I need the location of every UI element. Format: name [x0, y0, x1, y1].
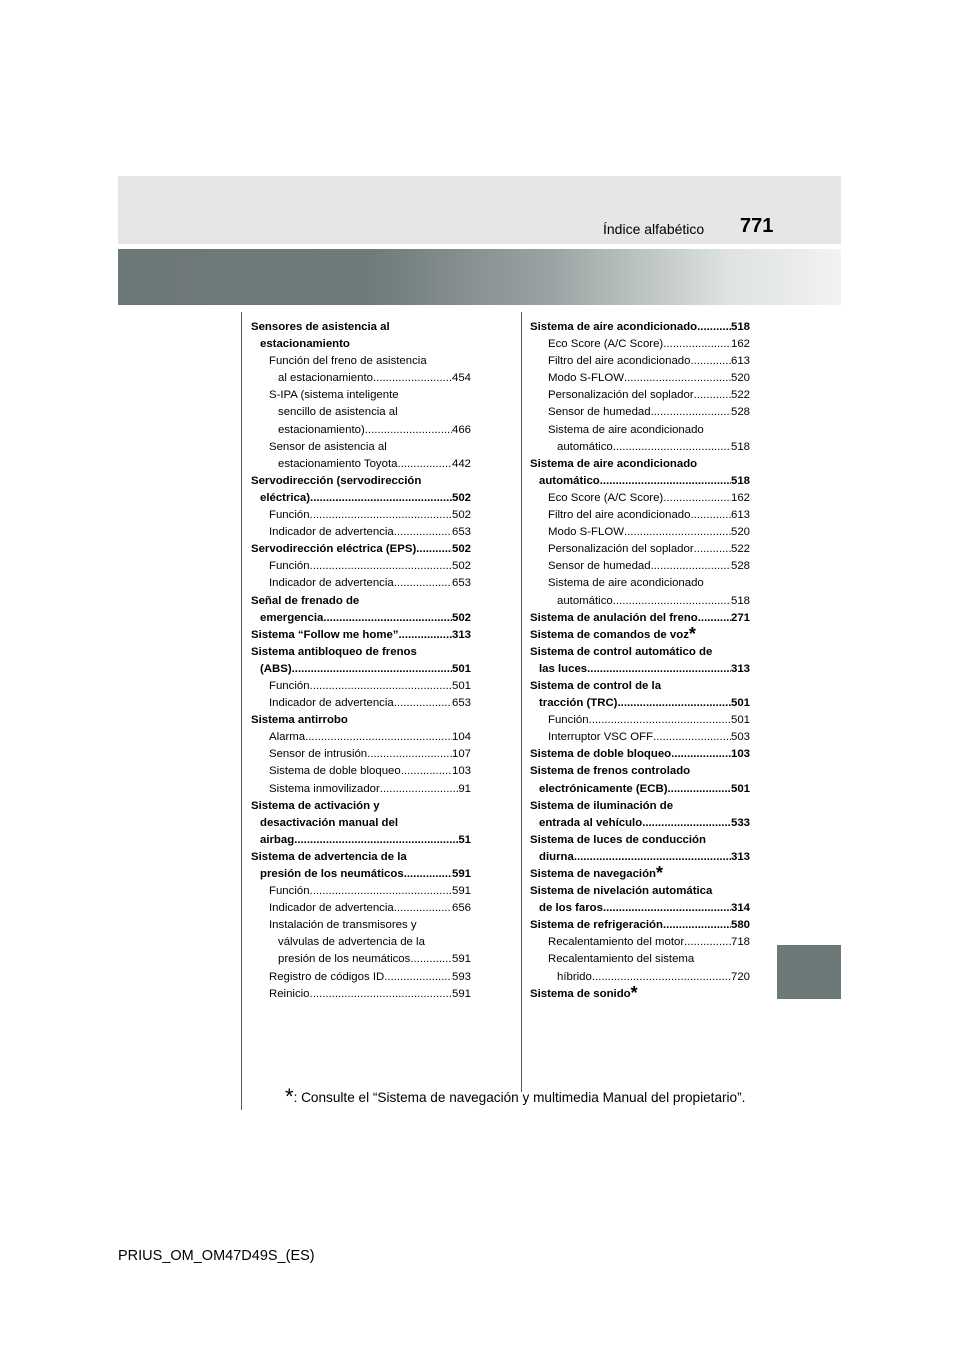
entry-text: Sistema de activación y	[251, 799, 380, 812]
entry-page: 466	[451, 423, 471, 436]
index-entry	[530, 849, 750, 866]
entry-text: Sistema de doble bloqueo	[269, 765, 401, 778]
entry-text: Sistema de advertencia de la	[251, 850, 407, 863]
entry-text: Servodirección eléctrica (EPS)	[251, 543, 417, 556]
entry-text: Reinicio	[269, 987, 310, 1000]
index-entry	[530, 678, 750, 695]
dot-leader	[292, 661, 452, 678]
dot-leader	[651, 404, 731, 421]
entry-text: Filtro del aire acondicionado	[548, 355, 691, 368]
footnote	[285, 1084, 746, 1109]
entry-text: válvulas de advertencia de la	[278, 936, 425, 949]
index-entry	[251, 336, 471, 353]
entry-text: entrada al vehículo	[539, 816, 643, 829]
dot-leader	[574, 849, 731, 866]
index-entry	[251, 832, 471, 849]
entry-text: Indicador de advertencia	[269, 902, 394, 915]
entry-text: Indicador de advertencia	[269, 526, 394, 539]
entry-page: 593	[451, 970, 471, 983]
dot-leader	[663, 490, 731, 507]
index-entry	[530, 781, 750, 798]
dot-leader	[394, 575, 452, 592]
index-entry	[530, 507, 750, 524]
entry-page: 502	[451, 611, 471, 624]
entry-text: Sistema de navegación	[530, 868, 656, 880]
dot-leader	[642, 815, 731, 832]
entry-text: Sistema de frenos controlado	[530, 765, 691, 778]
entry-text: Función del freno de asistencia	[269, 355, 427, 368]
entry-text: (ABS)	[260, 662, 292, 675]
dot-leader	[613, 439, 731, 456]
index-entry	[251, 900, 471, 917]
entry-page: 518	[730, 594, 750, 607]
index-entry	[530, 746, 750, 763]
entry-page: 313	[730, 662, 750, 675]
index-entry	[251, 507, 471, 524]
dot-leader	[310, 678, 452, 695]
index-column-left	[251, 319, 471, 1003]
dot-leader	[663, 917, 731, 934]
index-entry	[251, 986, 471, 1003]
index-entry	[251, 849, 471, 866]
entry-text: Sistema antirrobo	[251, 714, 348, 727]
dot-leader	[394, 695, 452, 712]
dot-leader	[697, 319, 731, 336]
entry-page: 162	[730, 491, 750, 504]
entry-text: emergencia	[260, 611, 324, 624]
entry-text: automático	[557, 440, 613, 453]
entry-text: Sensores de asistencia al	[251, 321, 390, 333]
dot-leader	[587, 661, 731, 678]
index-entry	[251, 558, 471, 575]
entry-text: Sistema de luces de conducción	[530, 833, 706, 846]
index-entry	[530, 575, 750, 592]
document-code: PRIUS_OM_OM47D49S_(ES)	[118, 1248, 315, 1264]
index-entry	[530, 644, 750, 661]
center-rule	[521, 312, 522, 1092]
entry-page: 503	[730, 731, 750, 744]
entry-text: Sistema de aire acondicionado	[548, 423, 704, 436]
entry-text: las luces	[539, 662, 588, 675]
index-entry	[530, 456, 750, 473]
index-entry	[251, 866, 471, 883]
entry-text: Señal de frenado de	[251, 594, 360, 607]
section-tab	[777, 945, 841, 999]
dot-leader	[397, 456, 452, 473]
entry-page: 718	[730, 936, 750, 949]
entry-page: 501	[451, 679, 471, 692]
entry-text: Personalización del soplador	[548, 543, 694, 556]
index-entry	[530, 832, 750, 849]
index-entry	[530, 541, 750, 558]
dot-leader	[663, 336, 731, 353]
index-entry	[251, 695, 471, 712]
index-entry	[530, 982, 750, 1003]
entry-text: Personalización del soplador	[548, 389, 694, 402]
entry-page: 501	[730, 714, 750, 727]
dot-leader	[310, 986, 452, 1003]
entry-text: híbrido	[557, 970, 592, 983]
dot-leader	[684, 934, 731, 951]
entry-text: desactivación manual del	[260, 816, 399, 829]
index-entry	[251, 473, 471, 490]
entry-text: Modo S-FLOW	[548, 526, 624, 539]
dot-leader	[624, 524, 731, 541]
index-entry	[251, 387, 471, 404]
entry-page: 103	[730, 748, 750, 761]
entry-page: 520	[730, 372, 750, 385]
index-entry	[251, 490, 471, 507]
index-entry	[530, 900, 750, 917]
dot-leader	[398, 627, 452, 644]
entry-text: Función	[269, 560, 310, 573]
entry-page: 580	[730, 919, 750, 932]
entry-text: eléctrica)	[260, 491, 311, 504]
dot-leader	[310, 883, 452, 900]
asterisk-mark: *	[655, 863, 663, 883]
index-entry	[251, 678, 471, 695]
entry-page: 653	[451, 526, 471, 539]
index-entry	[251, 593, 471, 610]
entry-page: 518	[730, 440, 750, 453]
entry-page: 107	[451, 748, 471, 761]
entry-page: 501	[730, 697, 750, 710]
entry-page: 591	[451, 987, 471, 1000]
entry-page: 720	[730, 970, 750, 983]
index-entry	[251, 370, 471, 387]
dot-leader	[384, 969, 452, 986]
entry-text: Función	[269, 509, 310, 522]
entry-text: estacionamiento)	[278, 423, 365, 436]
dot-leader	[589, 712, 731, 729]
entry-text: Sistema de control automático de	[530, 645, 713, 658]
entry-text: automático	[539, 474, 600, 487]
entry-page: 591	[451, 953, 471, 966]
asterisk-mark: *	[688, 623, 696, 644]
page-number: 771	[740, 215, 774, 237]
entry-text: Eco Score (A/C Score)	[548, 338, 664, 351]
index-entry	[251, 763, 471, 780]
entry-text: Sistema de aire acondicionado	[530, 457, 698, 470]
index-entry	[251, 661, 471, 678]
dot-leader	[617, 695, 731, 712]
entry-text: Servodirección (servodirección	[251, 474, 422, 487]
dot-leader	[394, 900, 452, 917]
entry-text: al estacionamiento	[278, 372, 373, 385]
entry-page: 591	[451, 868, 471, 880]
index-entry	[251, 746, 471, 763]
entry-page: 502	[451, 543, 471, 556]
dot-leader	[671, 746, 731, 763]
dot-leader	[698, 610, 731, 627]
entry-text: Sensor de asistencia al	[269, 440, 387, 453]
dot-leader	[410, 951, 452, 968]
dot-leader	[310, 558, 452, 575]
entry-text: Sistema de aire acondicionado	[548, 577, 704, 590]
entry-page: 653	[451, 577, 471, 590]
entry-page: 502	[451, 560, 471, 573]
entry-page: 501	[730, 782, 750, 795]
index-entry	[530, 661, 750, 678]
dot-leader	[305, 729, 452, 746]
dot-leader	[690, 353, 731, 370]
index-entry	[251, 815, 471, 832]
entry-text: Indicador de advertencia	[269, 697, 394, 710]
entry-text: Filtro del aire acondicionado	[548, 509, 691, 522]
entry-text: airbag	[260, 833, 295, 846]
left-rule	[241, 312, 242, 1110]
entry-page: 591	[451, 885, 471, 898]
dot-leader	[294, 832, 458, 849]
index-entry	[530, 934, 750, 951]
entry-page: 51	[458, 833, 471, 846]
index-entry	[530, 729, 750, 746]
index-entry	[251, 422, 471, 439]
entry-text: de los faros	[539, 902, 603, 915]
entry-page: 613	[730, 509, 750, 522]
entry-page: 522	[730, 543, 750, 556]
entry-text: Instalación de transmisores y	[269, 919, 417, 932]
entry-text: Sensor de humedad	[548, 406, 651, 419]
index-entry	[530, 404, 750, 421]
dot-leader	[404, 866, 452, 883]
entry-text: estacionamiento Toyota	[278, 457, 398, 470]
index-entry	[251, 524, 471, 541]
dot-leader	[613, 593, 731, 610]
entry-page: 313	[451, 628, 471, 641]
entry-page: 313	[730, 850, 750, 863]
entry-page: 522	[730, 389, 750, 402]
index-entry	[530, 763, 750, 780]
dot-leader	[600, 473, 731, 490]
dot-leader	[380, 781, 459, 798]
index-entry	[530, 524, 750, 541]
index-entry	[530, 473, 750, 490]
asterisk-mark: *	[630, 982, 638, 1003]
entry-text: Sistema de doble bloqueo	[530, 748, 672, 761]
entry-page: 442	[451, 457, 471, 470]
entry-text: diurna	[539, 850, 574, 863]
entry-text: Sistema de refrigeración	[530, 919, 663, 932]
entry-page: 518	[730, 474, 750, 487]
entry-text: Recalentamiento del motor	[548, 936, 685, 949]
dot-leader	[310, 490, 452, 507]
entry-text: estacionamiento	[260, 338, 350, 351]
entry-page: 502	[451, 509, 471, 522]
entry-text: Recalentamiento del sistema	[548, 953, 695, 966]
entry-page: 162	[730, 338, 750, 351]
index-entry	[251, 969, 471, 986]
entry-page: 502	[451, 491, 471, 504]
dot-leader	[653, 729, 731, 746]
entry-text: Sistema “Follow me home”	[251, 628, 399, 641]
dot-leader	[690, 507, 731, 524]
entry-text: Eco Score (A/C Score)	[548, 491, 664, 504]
index-entry	[530, 319, 750, 336]
entry-page: 533	[730, 816, 750, 829]
index-column-right	[530, 319, 750, 1003]
index-entry	[251, 951, 471, 968]
entry-text: Sistema inmovilizador	[269, 782, 380, 795]
index-entry	[530, 370, 750, 387]
entry-text: Sensor de humedad	[548, 560, 651, 573]
section-title: Índice alfabético	[603, 221, 705, 237]
index-entry	[251, 404, 471, 421]
index-entry	[530, 490, 750, 507]
entry-page: 520	[730, 526, 750, 539]
index-entry	[251, 644, 471, 661]
index-entry	[530, 815, 750, 832]
entry-text: Sistema de nivelación automática	[530, 885, 713, 898]
entry-text: S-IPA (sistema inteligente	[269, 389, 399, 402]
entry-page: 518	[730, 321, 750, 333]
entry-page: 104	[451, 731, 471, 744]
index-entry	[530, 610, 750, 627]
index-entry	[530, 623, 750, 644]
entry-text: Registro de códigos ID	[269, 970, 385, 983]
index-entry	[251, 729, 471, 746]
entry-page: 501	[451, 662, 471, 675]
index-entry	[530, 593, 750, 610]
entry-page: 271	[730, 611, 750, 624]
entry-text: Modo S-FLOW	[548, 372, 624, 385]
entry-text: Indicador de advertencia	[269, 577, 394, 590]
index-entry	[530, 712, 750, 729]
entry-page: 528	[730, 560, 750, 573]
index-entry	[530, 387, 750, 404]
entry-page: 528	[730, 406, 750, 419]
index-entry	[251, 353, 471, 370]
dot-leader	[651, 558, 731, 575]
index-entry	[530, 439, 750, 456]
entry-text: Alarma	[269, 731, 306, 744]
entry-text: electrónicamente (ECB)	[539, 782, 668, 795]
header-bar	[118, 176, 841, 244]
entry-text: tracción (TRC)	[539, 697, 618, 710]
index-entry	[251, 883, 471, 900]
dot-leader	[416, 541, 452, 558]
entry-text: Interruptor VSC OFF	[548, 731, 654, 744]
index-entry	[530, 883, 750, 900]
index-entry	[530, 951, 750, 968]
entry-page: 314	[730, 902, 750, 915]
entry-page: 653	[451, 697, 471, 710]
entry-text: presión de los neumáticos	[278, 953, 411, 966]
index-entry	[251, 917, 471, 934]
entry-text: automático	[557, 594, 613, 607]
entry-page: 91	[458, 782, 471, 795]
dot-leader	[323, 610, 452, 627]
entry-page: 656	[451, 902, 471, 915]
index-entry	[530, 798, 750, 815]
entry-page: 103	[451, 765, 471, 778]
footnote-text: : Consulte el “Sistema de navegación y multimedia Manual del propietario”.	[293, 1090, 746, 1105]
entry-text: Sistema de aire acondicionado	[530, 321, 698, 333]
dot-leader	[603, 900, 731, 917]
index-entry	[530, 558, 750, 575]
dot-leader	[365, 422, 452, 439]
entry-text: Sistema de control de la	[530, 679, 662, 692]
dot-leader	[394, 524, 452, 541]
index-entry	[530, 917, 750, 934]
dot-leader	[401, 763, 452, 780]
entry-page: 454	[451, 372, 471, 385]
entry-text: presión de los neumáticos	[260, 868, 404, 880]
dot-leader	[694, 387, 731, 404]
entry-text: Función	[269, 885, 310, 898]
entry-text: Sensor de intrusión	[269, 748, 368, 761]
index-entry	[530, 695, 750, 712]
entry-text: Función	[548, 714, 589, 727]
footnote-asterisk: *	[285, 1084, 294, 1109]
entry-text: Sistema de comandos de voz	[530, 628, 689, 641]
entry-text: Sistema de anulación del freno	[530, 611, 698, 624]
dot-leader	[592, 969, 731, 986]
entry-text: sencillo de asistencia al	[278, 406, 398, 419]
entry-text: Sistema antibloqueo de frenos	[251, 645, 417, 658]
entry-text: Sistema de sonido	[530, 987, 631, 1000]
index-entry	[251, 319, 471, 336]
dot-leader	[367, 746, 452, 763]
index-entry	[251, 575, 471, 592]
entry-text: Función	[269, 679, 310, 692]
dot-leader	[668, 781, 731, 798]
dot-leader	[373, 370, 452, 387]
index-entry	[251, 456, 471, 473]
entry-page: 613	[730, 355, 750, 368]
index-entry	[530, 353, 750, 370]
header-gradient-band	[118, 249, 841, 305]
index-entry	[251, 934, 471, 951]
index-entry	[251, 712, 471, 729]
index-entry	[530, 336, 750, 353]
dot-leader	[310, 507, 452, 524]
index-entry	[251, 610, 471, 627]
index-entry	[251, 781, 471, 798]
index-entry	[251, 439, 471, 456]
index-entry	[251, 798, 471, 815]
entry-text: Sistema de iluminación de	[530, 799, 674, 812]
index-entry	[251, 541, 471, 558]
index-entry	[530, 969, 750, 986]
index-entry	[251, 627, 471, 644]
dot-leader	[694, 541, 731, 558]
dot-leader	[624, 370, 731, 387]
index-entry	[530, 863, 750, 883]
index-entry	[530, 422, 750, 439]
